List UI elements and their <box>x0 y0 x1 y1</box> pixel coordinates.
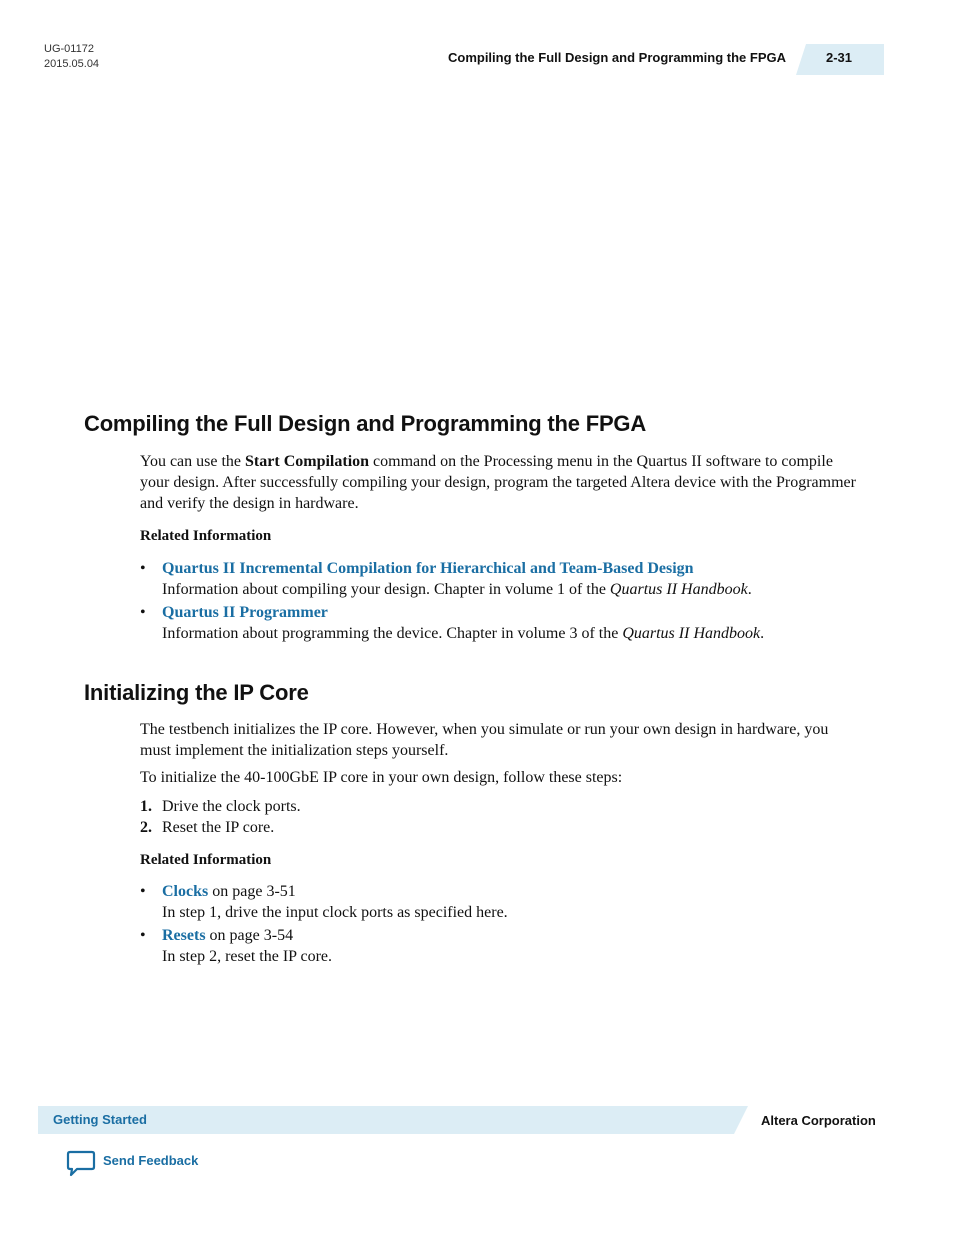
doc-date: 2015.05.04 <box>44 58 100 70</box>
link-clocks[interactable]: Clocks <box>162 883 209 900</box>
related-links-list <box>140 881 860 969</box>
section-heading-compiling: Compiling the Full Design and Programming the FPGA <box>84 411 647 436</box>
handbook-title: Quartus II Handbook <box>622 625 761 642</box>
footer-company: Altera Corporation <box>761 1113 876 1128</box>
link-description: In step 2, reset the IP core. <box>162 948 333 965</box>
step-text: Reset the IP core. <box>162 819 275 836</box>
running-header-title: Compiling the Full Design and Programming the FPGA <box>447 50 786 65</box>
text-segment: . <box>747 581 752 598</box>
link-programmer[interactable]: Quartus II Programmer <box>162 604 328 621</box>
list-item <box>140 925 860 967</box>
link-description <box>162 625 764 642</box>
bullet-icon: • <box>140 883 146 900</box>
link-description: In step 1, drive the input clock ports as specified here. <box>162 904 508 921</box>
steps-list <box>140 796 860 838</box>
speech-bubble-icon[interactable] <box>66 1150 96 1178</box>
text-segment: You can use the <box>140 453 246 470</box>
steps-intro-paragraph: To initialize the 40-100GbE IP core in your own design, follow these steps: <box>140 769 623 786</box>
doc-number: UG-01172 <box>44 43 94 55</box>
list-item <box>140 602 860 644</box>
related-information-label: Related Information <box>140 852 272 868</box>
send-feedback-link[interactable]: Send Feedback <box>103 1153 199 1168</box>
related-information-label: Related Information <box>140 528 272 544</box>
link-description <box>162 581 752 598</box>
footer-section-label: Getting Started <box>53 1112 147 1127</box>
page-reference: on page 3-51 <box>208 883 296 900</box>
text-segment: command on the Processing menu in the Quartus II software to compile your design. After successfully compiling your design, program the targeted Altera device with the Programmer and verify the design in hardware. <box>140 453 856 512</box>
link-incremental-compilation[interactable]: Quartus II Incremental Compilation for Hierarchical and Team-Based Design <box>162 560 694 577</box>
step-number: 1. <box>140 798 152 815</box>
page-reference: on page 3-54 <box>205 927 294 944</box>
handbook-title: Quartus II Handbook <box>609 581 748 598</box>
list-item <box>140 558 860 600</box>
step-text: Drive the clock ports. <box>162 798 301 815</box>
text-segment: Information about programming the device. Chapter in volume 3 of the <box>162 625 623 642</box>
menu-command-name: Start Compilation <box>245 453 370 470</box>
section-heading-initializing: Initializing the IP Core <box>84 680 309 705</box>
step-number: 2. <box>140 819 152 836</box>
related-links-list <box>140 558 860 646</box>
section-compiling-paragraph <box>140 451 860 514</box>
bullet-icon: • <box>140 927 146 944</box>
page-number: 2-31 <box>826 50 853 65</box>
step-item <box>140 796 860 817</box>
section-initializing-paragraph: The testbench initializes the IP core. However, when you simulate or run your own design in hardware, you must implement the initialization steps yourself. <box>140 721 829 759</box>
text-segment: Information about compiling your design. Chapter in volume 1 of the <box>162 581 610 598</box>
bullet-icon: • <box>140 560 146 577</box>
list-item <box>140 881 860 923</box>
link-resets[interactable]: Resets <box>162 927 206 944</box>
text-segment: . <box>760 625 765 642</box>
document-id <box>44 42 99 72</box>
step-item <box>140 817 860 838</box>
bullet-icon: • <box>140 604 146 621</box>
